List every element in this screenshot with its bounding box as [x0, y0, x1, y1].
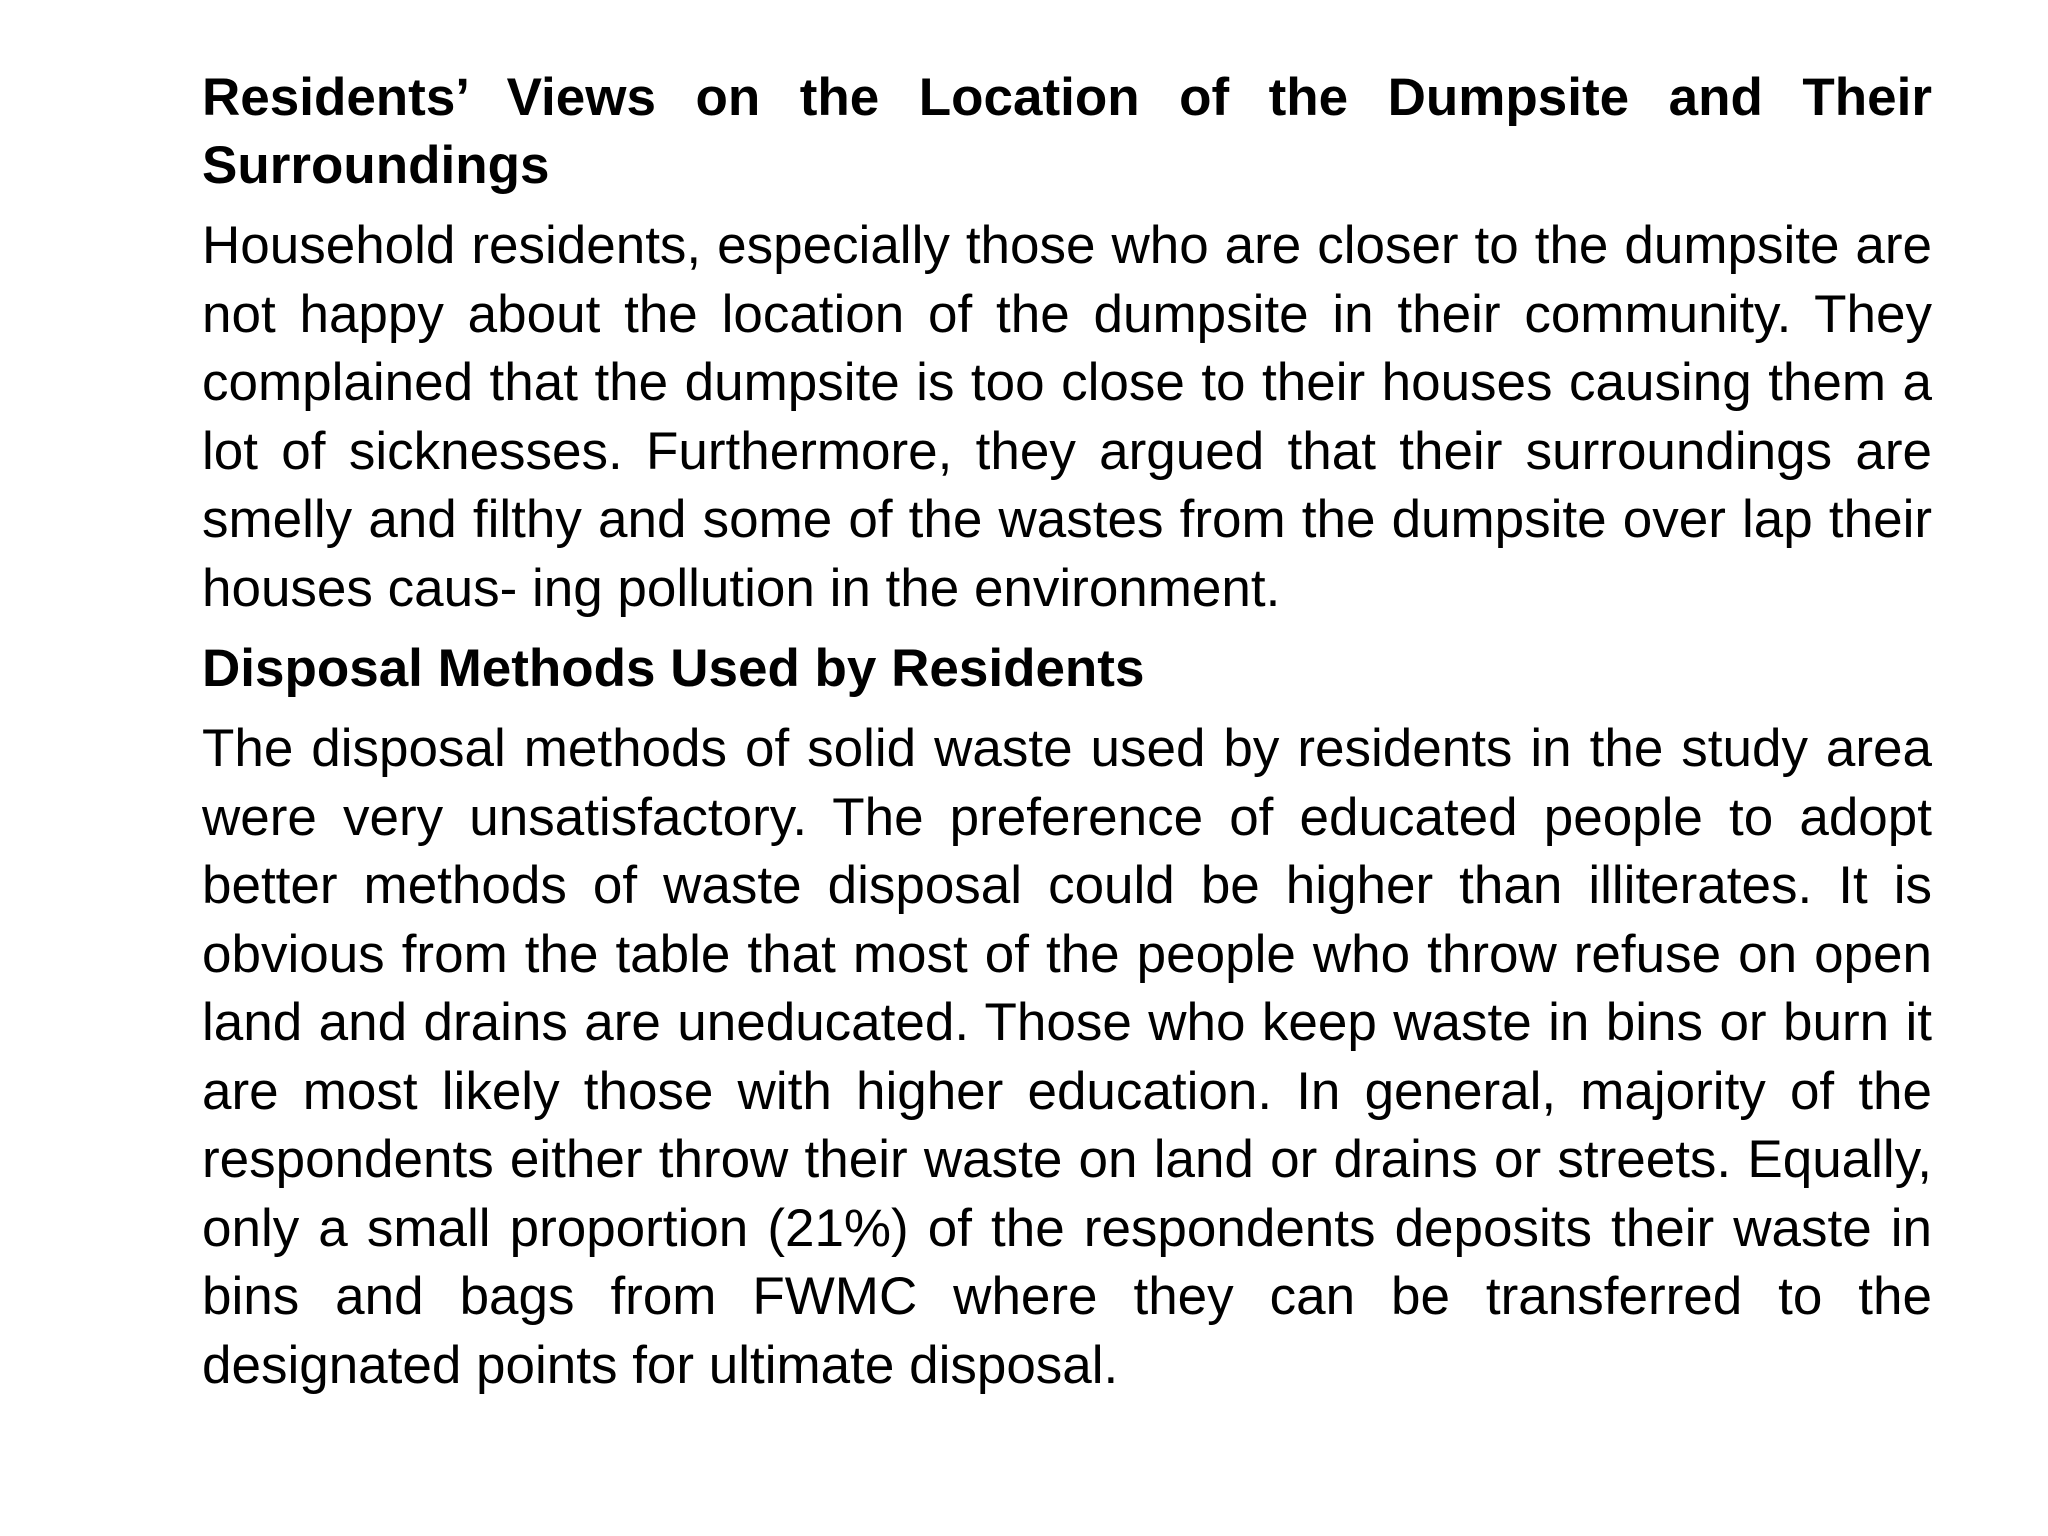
section-body-disposal-methods: The disposal methods of solid waste used by residents in the study area were very unsatisfactory. The preference of educated people to adopt better methods of waste disposal could be higher than illiterates. It is obvious from the table that most of the people who throw refuse on open land and drains are uneducated. Those who keep waste in bins or burn it are most likely those with higher education. In general, majority of the respondents either throw their waste on land or drains or streets. Equally, only a small proportion (21%) of the respondents deposits their waste in bins and bags from FWMC where they can be transferred to the designated points for ultimate disposal. — [202, 719, 1932, 1395]
section-heading-residents-views: Residents’ Views on the Location of the Dumpsite and Their Surroundings — [202, 68, 1932, 195]
section-body-residents-views: Household residents, especially those who are closer to the dumpsite are not happy about the location of the dumpsite in their community. They complained that the dumpsite is too close to their houses causing them a lot of sicknesses. Furthermore, they argued that their surroundings are smelly and filthy and some of the wastes from the dumpsite over lap their houses caus- ing pollution in the environment. — [202, 216, 1932, 618]
document-page — [202, 64, 1932, 1400]
section-heading-disposal-methods: Disposal Methods Used by Residents — [202, 639, 1145, 698]
